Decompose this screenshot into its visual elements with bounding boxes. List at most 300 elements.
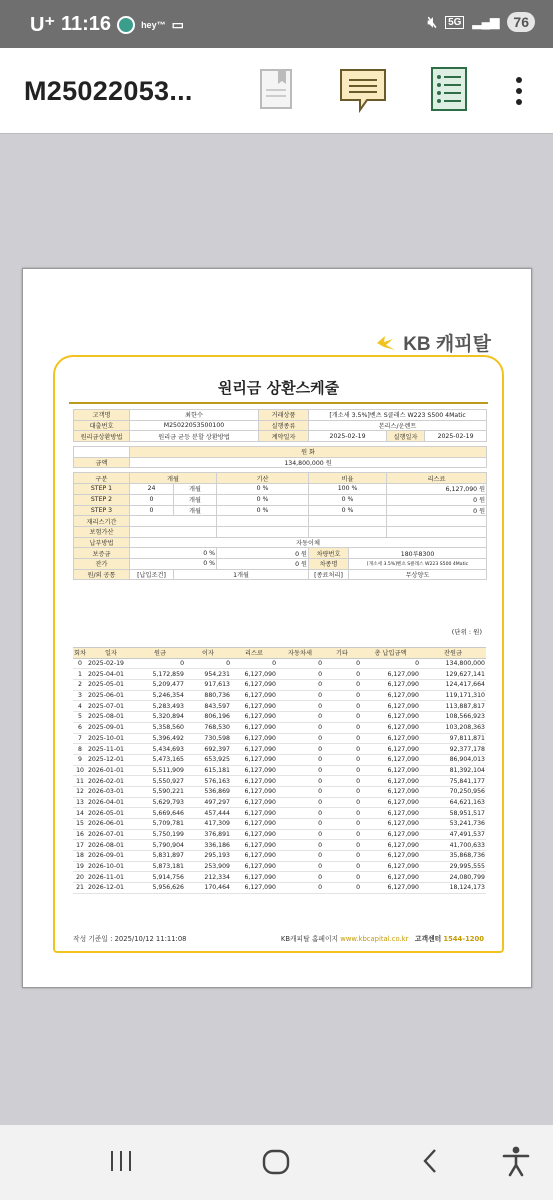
schedule-cell: 86,904,013 <box>420 754 486 765</box>
contact-footer <box>281 933 484 943</box>
schedule-row <box>73 722 486 733</box>
schedule-cell: 0 <box>323 669 361 680</box>
schedule-cell: 457,444 <box>185 808 231 819</box>
schedule-cell: 806,196 <box>185 712 231 723</box>
schedule-cell: 6,127,090 <box>361 819 420 830</box>
label-amount: 금액 <box>74 457 130 468</box>
schedule-cell: 11 <box>73 776 87 787</box>
schedule-row <box>73 744 486 755</box>
schedule-cell: 0 <box>323 776 361 787</box>
schedule-cell: 64,621,163 <box>420 797 486 808</box>
document-page[interactable] <box>22 268 532 988</box>
label-common-terms: 원/외 공통 <box>74 569 130 580</box>
step-ratio: 0 % <box>309 494 387 505</box>
step-month-unit: 개월 <box>174 494 217 505</box>
schedule-cell: 6,127,090 <box>231 797 277 808</box>
value-product: [개소세 3.5%]벤츠 S클래스 W223 S500 4Matic <box>309 410 487 421</box>
schedule-cell: 0 <box>277 722 323 733</box>
schedule-cell: 70,250,956 <box>420 786 486 797</box>
schedule-cell: 5,629,793 <box>135 797 185 808</box>
schedule-cell: 0 <box>323 861 361 872</box>
status-bar <box>0 0 553 48</box>
schedule-cell: 5,209,477 <box>135 680 185 691</box>
schedule-cell: 6,127,090 <box>231 754 277 765</box>
schedule-cell: 2026-07-01 <box>87 829 135 840</box>
schedule-row <box>73 808 486 819</box>
schedule-cell: 6,127,090 <box>231 733 277 744</box>
schedule-cell: 6,127,090 <box>361 733 420 744</box>
schedule-cell: 0 <box>277 851 323 862</box>
accessibility-icon[interactable] <box>502 1145 530 1177</box>
schedule-cell: 0 <box>277 690 323 701</box>
mute-icon: 🔇︎ <box>427 13 438 31</box>
schedule-cell: 0 <box>323 808 361 819</box>
schedule-cell: 0 <box>277 786 323 797</box>
schedule-row <box>73 669 486 680</box>
schedule-cell: 19 <box>73 861 87 872</box>
schedule-cell: 0 <box>277 819 323 830</box>
value-repay-method: 원리금 균등 분할 상환방법 <box>130 431 259 442</box>
back-icon[interactable] <box>420 1147 440 1175</box>
app-bar <box>0 48 553 134</box>
schedule-cell: 1 <box>73 669 87 680</box>
label-car-number: 차량번호 <box>309 548 349 559</box>
schedule-cell: 81,392,104 <box>420 765 486 776</box>
title-divider <box>69 402 488 404</box>
schedule-cell: 53,241,736 <box>420 819 486 830</box>
schedule-cell: 2025-08-01 <box>87 712 135 723</box>
step-ratio: 0 % <box>309 505 387 516</box>
header-kind: 구분 <box>74 473 130 484</box>
kb-star-icon <box>373 334 399 352</box>
schedule-cell: 2026-02-01 <box>87 776 135 787</box>
contract-info-table <box>73 409 487 580</box>
network-label: 5G <box>445 16 464 29</box>
label-pay-method: 납부방법 <box>74 537 130 548</box>
center-label: 고객센터 <box>414 935 442 943</box>
schedule-cell: 0 <box>323 690 361 701</box>
schedule-cell: 6,127,090 <box>231 851 277 862</box>
schedule-row <box>73 765 486 776</box>
battery-indicator: 76 <box>507 12 535 32</box>
schedule-cell: 0 <box>135 658 185 669</box>
signal-icon: ▂▄▆ <box>472 15 500 29</box>
schedule-cell: 0 <box>323 680 361 691</box>
schedule-cell: 5,709,781 <box>135 819 185 830</box>
schedule-row <box>73 754 486 765</box>
blank-cell <box>130 516 217 527</box>
schedule-cell: 6,127,090 <box>361 690 420 701</box>
schedule-cell: 5,283,493 <box>135 701 185 712</box>
schedule-cell: 47,491,537 <box>420 829 486 840</box>
schedule-cell: 5,590,221 <box>135 786 185 797</box>
schedule-cell: 6,127,090 <box>361 829 420 840</box>
schedule-cell: 14 <box>73 808 87 819</box>
created-date: 작성 기준일 : 2025/10/12 11:11:08 <box>73 935 187 943</box>
schedule-cell: 10 <box>73 765 87 776</box>
value-residual-won: 0 원 <box>217 558 309 569</box>
schedule-cell: 6,127,090 <box>231 701 277 712</box>
schedule-cell: 15 <box>73 819 87 830</box>
label-customer: 고객명 <box>74 410 130 421</box>
schedule-row <box>73 883 486 894</box>
schedule-row <box>73 797 486 808</box>
schedule-header-cell: 회차 <box>73 648 87 659</box>
schedule-cell: 2026-05-01 <box>87 808 135 819</box>
carrier-label: U⁺ <box>30 14 55 36</box>
step-name: STEP 2 <box>74 494 130 505</box>
schedule-cell: 0 <box>185 658 231 669</box>
blank-cell <box>130 526 217 537</box>
schedule-cell: 0 <box>277 808 323 819</box>
schedule-cell: 124,417,664 <box>420 680 486 691</box>
schedule-cell: 6,127,090 <box>231 819 277 830</box>
value-car-number: 180루8300 <box>349 548 487 559</box>
schedule-cell: 6,127,090 <box>231 765 277 776</box>
value-pay-method: 자동이체 <box>130 537 487 548</box>
step-rate: 0 % <box>217 494 309 505</box>
label-currency: 원 화 <box>130 447 487 458</box>
schedule-cell: 2025-02-19 <box>87 658 135 669</box>
blank-cell <box>217 526 309 537</box>
header-fee: 리스료 <box>387 473 487 484</box>
schedule-cell: 0 <box>277 669 323 680</box>
schedule-row <box>73 872 486 883</box>
schedule-cell: 376,891 <box>185 829 231 840</box>
schedule-header-cell: 잔원금 <box>420 648 486 659</box>
schedule-cell: 6,127,090 <box>361 840 420 851</box>
schedule-cell: 692,397 <box>185 744 231 755</box>
blank-cell <box>309 526 387 537</box>
schedule-cell: 0 <box>323 733 361 744</box>
schedule-cell: 2025-07-01 <box>87 701 135 712</box>
schedule-row <box>73 840 486 851</box>
blank-cell <box>387 526 487 537</box>
bookmark-document-icon[interactable] <box>258 66 294 112</box>
schedule-cell: 0 <box>277 701 323 712</box>
schedule-cell: 2026-12-01 <box>87 883 135 894</box>
phone-link[interactable]: 1544-1200 <box>443 935 484 943</box>
label-deposit: 보증금 <box>74 548 130 559</box>
schedule-cell: 212,334 <box>185 872 231 883</box>
schedule-cell: 0 <box>323 872 361 883</box>
schedule-cell: 2026-10-01 <box>87 861 135 872</box>
schedule-cell: 13 <box>73 797 87 808</box>
schedule-cell: 6,127,090 <box>231 744 277 755</box>
schedule-title: 원리금 상환스케줄 <box>217 379 340 397</box>
schedule-cell: 134,800,000 <box>420 658 486 669</box>
label-end-processing: [종료처리] <box>309 569 349 580</box>
schedule-cell: 58,951,517 <box>420 808 486 819</box>
schedule-cell: 0 <box>323 819 361 830</box>
schedule-cell: 6 <box>73 722 87 733</box>
label-car-model: 차종명 <box>309 558 349 569</box>
schedule-header-cell: 이자 <box>185 648 231 659</box>
repayment-schedule-table <box>73 647 486 894</box>
schedule-cell: 129,627,141 <box>420 669 486 680</box>
schedule-cell: 2026-11-01 <box>87 872 135 883</box>
value-amount: 134,800,000 원 <box>130 457 487 468</box>
value-residual-pct: 0 % <box>130 558 217 569</box>
schedule-cell: 2026-04-01 <box>87 797 135 808</box>
label-product: 거래상품 <box>259 410 309 421</box>
schedule-cell: 5,831,897 <box>135 851 185 862</box>
step-name: STEP 3 <box>74 505 130 516</box>
schedule-frame <box>53 355 504 953</box>
label-exec-type: 실행종류 <box>259 420 309 431</box>
value-loan-no: M25022053500100 <box>130 420 259 431</box>
schedule-cell: 0 <box>323 765 361 776</box>
value-deposit-won: 0 원 <box>217 548 309 559</box>
schedule-cell: 0 <box>323 744 361 755</box>
schedule-header-cell: 자동차세 <box>277 648 323 659</box>
schedule-cell: 5,172,859 <box>135 669 185 680</box>
schedule-cell: 75,841,177 <box>420 776 486 787</box>
schedule-cell: 5,246,354 <box>135 690 185 701</box>
schedule-cell: 16 <box>73 829 87 840</box>
recent-apps-icon[interactable] <box>108 1149 134 1173</box>
label-pay-terms: [납입조건] <box>130 569 174 580</box>
schedule-cell: 295,193 <box>185 851 231 862</box>
step-month: 24 <box>130 484 174 495</box>
schedule-cell: 6,127,090 <box>361 701 420 712</box>
schedule-cell: 29,995,555 <box>420 861 486 872</box>
blank-cell <box>74 447 130 458</box>
value-contract-date: 2025-02-19 <box>309 431 387 442</box>
schedule-cell: 0 <box>277 829 323 840</box>
schedule-cell: 5,790,904 <box>135 840 185 851</box>
schedule-cell: 12 <box>73 786 87 797</box>
schedule-cell: 0 <box>323 754 361 765</box>
list-document-icon[interactable] <box>430 66 468 112</box>
schedule-cell: 21 <box>73 883 87 894</box>
schedule-cell: 2026-03-01 <box>87 786 135 797</box>
schedule-cell: 6,127,090 <box>231 808 277 819</box>
schedule-cell: 576,163 <box>185 776 231 787</box>
schedule-cell: 5,914,756 <box>135 872 185 883</box>
schedule-row <box>73 861 486 872</box>
unit-label: (단위 : 원) <box>451 628 482 636</box>
header-ratio: 비율 <box>309 473 387 484</box>
schedule-row <box>73 819 486 830</box>
header-month: 개월 <box>130 473 217 484</box>
schedule-row <box>73 733 486 744</box>
schedule-cell: 0 <box>323 840 361 851</box>
schedule-cell: 5,669,646 <box>135 808 185 819</box>
schedule-cell: 0 <box>277 776 323 787</box>
kb-brand: KB 캐피탈 <box>403 334 491 355</box>
schedule-cell: 6,127,090 <box>231 776 277 787</box>
label-relist-period: 재리스기간 <box>74 516 130 527</box>
schedule-header-cell: 총 납입금액 <box>361 648 420 659</box>
schedule-cell: 0 <box>277 744 323 755</box>
header-rate: 기산 <box>217 473 309 484</box>
schedule-cell: 0 <box>277 883 323 894</box>
schedule-cell: 6,127,090 <box>361 776 420 787</box>
schedule-cell: 2 <box>73 680 87 691</box>
schedule-row <box>73 701 486 712</box>
schedule-header-cell: 일자 <box>87 648 135 659</box>
schedule-cell: 0 <box>323 701 361 712</box>
step-month: 0 <box>130 494 174 505</box>
clock: 11:16 <box>61 13 112 35</box>
value-end-processing: 무상양도 <box>349 569 487 580</box>
schedule-row <box>73 690 486 701</box>
schedule-row <box>73 712 486 723</box>
schedule-cell: 6,127,090 <box>361 680 420 691</box>
schedule-cell: 6,127,090 <box>361 851 420 862</box>
schedule-cell: 843,597 <box>185 701 231 712</box>
schedule-header-cell: 기타 <box>323 648 361 659</box>
value-car-model: [개소세 3.5%]벤츠 S클래스 W223 S500 4Matic <box>349 558 487 569</box>
step-fee: 0 원 <box>387 505 487 516</box>
schedule-cell: 0 <box>277 861 323 872</box>
app-notification-icon <box>117 16 135 34</box>
value-deposit-pct: 0 % <box>130 548 217 559</box>
schedule-cell: 7 <box>73 733 87 744</box>
schedule-cell: 0 <box>73 658 87 669</box>
schedule-cell: 5,434,693 <box>135 744 185 755</box>
document-title: M25022053... <box>24 76 193 106</box>
label-residual: 잔가 <box>74 558 130 569</box>
schedule-header-cell: 원금 <box>135 648 185 659</box>
schedule-cell: 8 <box>73 744 87 755</box>
step-rate: 0 % <box>217 505 309 516</box>
schedule-cell: 5,511,909 <box>135 765 185 776</box>
schedule-cell: 17 <box>73 840 87 851</box>
schedule-cell: 917,613 <box>185 680 231 691</box>
schedule-cell: 5,358,560 <box>135 722 185 733</box>
schedule-header-cell: 리스료 <box>231 648 277 659</box>
step-month-unit: 개월 <box>174 505 217 516</box>
schedule-cell: 0 <box>361 658 420 669</box>
schedule-cell: 6,127,090 <box>231 690 277 701</box>
schedule-cell: 6,127,090 <box>361 765 420 776</box>
schedule-cell: 2026-09-01 <box>87 851 135 862</box>
schedule-cell: 18 <box>73 851 87 862</box>
schedule-cell: 6,127,090 <box>231 840 277 851</box>
value-exec-type: 본리스/운렌트 <box>309 420 487 431</box>
schedule-cell: 253,909 <box>185 861 231 872</box>
schedule-cell: 3 <box>73 690 87 701</box>
schedule-cell: 0 <box>277 754 323 765</box>
schedule-cell: 0 <box>277 840 323 851</box>
step-month-unit: 개월 <box>174 484 217 495</box>
step-month: 0 <box>130 505 174 516</box>
schedule-cell: 0 <box>277 765 323 776</box>
homepage-label: KB캐피탈 홈페이지 <box>280 935 339 943</box>
schedule-cell: 0 <box>323 851 361 862</box>
schedule-cell: 5,396,492 <box>135 733 185 744</box>
schedule-cell: 5,320,894 <box>135 712 185 723</box>
schedule-cell: 954,231 <box>185 669 231 680</box>
schedule-cell: 113,887,817 <box>420 701 486 712</box>
schedule-cell: 2025-09-01 <box>87 722 135 733</box>
schedule-cell: 6,127,090 <box>361 808 420 819</box>
comment-icon[interactable] <box>338 66 388 114</box>
schedule-cell: 5,956,626 <box>135 883 185 894</box>
label-insurance: 보험가산 <box>74 526 130 537</box>
schedule-cell: 6,127,090 <box>361 754 420 765</box>
schedule-cell: 6,127,090 <box>231 883 277 894</box>
kb-logo <box>373 329 491 356</box>
schedule-cell: 0 <box>323 829 361 840</box>
schedule-cell: 4 <box>73 701 87 712</box>
home-icon[interactable] <box>262 1149 290 1175</box>
schedule-cell: 5 <box>73 712 87 723</box>
schedule-cell: 0 <box>277 658 323 669</box>
schedule-cell: 0 <box>323 797 361 808</box>
schedule-cell: 2025-06-01 <box>87 690 135 701</box>
schedule-cell: 35,868,736 <box>420 851 486 862</box>
schedule-cell: 2025-12-01 <box>87 754 135 765</box>
blank-cell <box>387 516 487 527</box>
schedule-cell: 0 <box>277 733 323 744</box>
label-loan-no: 대출번호 <box>74 420 130 431</box>
schedule-cell: 0 <box>323 658 361 669</box>
schedule-cell: 768,530 <box>185 722 231 733</box>
schedule-cell: 6,127,090 <box>231 669 277 680</box>
schedule-cell: 18,124,173 <box>420 883 486 894</box>
schedule-cell: 0 <box>323 722 361 733</box>
more-vert-icon[interactable] <box>510 76 528 106</box>
schedule-cell: 103,208,363 <box>420 722 486 733</box>
system-nav-bar <box>0 1125 553 1200</box>
schedule-cell: 6,127,090 <box>231 861 277 872</box>
schedule-cell: 6,127,090 <box>231 680 277 691</box>
schedule-cell: 2026-06-01 <box>87 819 135 830</box>
blank-cell <box>309 516 387 527</box>
schedule-cell: 653,925 <box>185 754 231 765</box>
schedule-cell: 6,127,090 <box>361 744 420 755</box>
schedule-cell: 92,377,178 <box>420 744 486 755</box>
schedule-cell: 0 <box>277 797 323 808</box>
homepage-link[interactable]: www.kbcapital.co.kr <box>340 935 409 943</box>
schedule-row <box>73 658 486 669</box>
step-name: STEP 1 <box>74 484 130 495</box>
schedule-cell: 2026-08-01 <box>87 840 135 851</box>
schedule-cell: 336,186 <box>185 840 231 851</box>
schedule-cell: 615,181 <box>185 765 231 776</box>
voicemail-icon: ▭ <box>171 16 184 32</box>
schedule-row <box>73 680 486 691</box>
schedule-cell: 24,080,799 <box>420 872 486 883</box>
step-fee: 0 원 <box>387 494 487 505</box>
value-pay-terms: 1개월 <box>174 569 309 580</box>
schedule-cell: 0 <box>323 883 361 894</box>
schedule-cell: 6,127,090 <box>361 861 420 872</box>
schedule-cell: 0 <box>277 872 323 883</box>
schedule-cell: 2025-10-01 <box>87 733 135 744</box>
schedule-cell: 6,127,090 <box>361 669 420 680</box>
schedule-cell: 6,127,090 <box>231 786 277 797</box>
schedule-cell: 497,297 <box>185 797 231 808</box>
schedule-cell: 0 <box>277 712 323 723</box>
schedule-row <box>73 776 486 787</box>
step-fee: 6,127,090 원 <box>387 484 487 495</box>
schedule-cell: 6,127,090 <box>361 883 420 894</box>
value-exec-date: 2025-02-19 <box>425 431 487 442</box>
schedule-cell: 5,550,927 <box>135 776 185 787</box>
schedule-cell: 417,309 <box>185 819 231 830</box>
schedule-cell: 0 <box>323 712 361 723</box>
schedule-cell: 2025-11-01 <box>87 744 135 755</box>
schedule-cell: 5,473,165 <box>135 754 185 765</box>
schedule-cell: 6,127,090 <box>231 829 277 840</box>
notification-label: hey™ <box>141 19 166 30</box>
schedule-cell: 2025-05-01 <box>87 680 135 691</box>
schedule-row <box>73 786 486 797</box>
